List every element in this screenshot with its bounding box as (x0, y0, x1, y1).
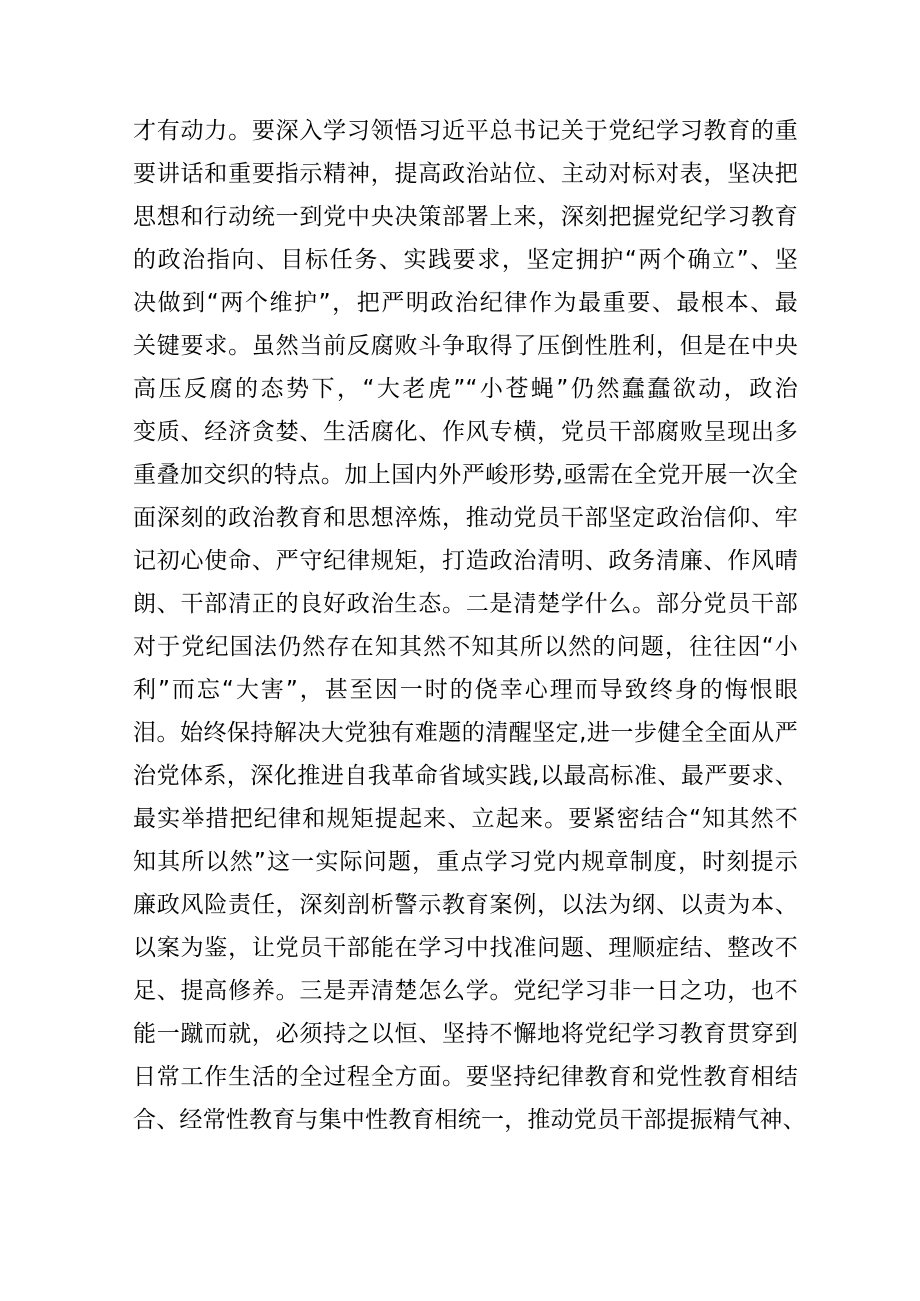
text-line: 变质、经济贪婪、生活腐化、作风专横，党员干部腐败呈现出多 (133, 419, 798, 445)
text-line: 最实举措把纪律和规矩提起来、立起来。要紧密结合“知其然不 (133, 806, 798, 832)
text-line: 知其所以然”这一实际问题，重点学习党内规章制度，时刻提示 (133, 849, 798, 875)
text-line: 以案为鉴，让党员干部能在学习中找准问题、理顺症结、整改不 (133, 935, 798, 961)
text-line: 决做到“两个维护”，把严明政治纪律作为最重要、最根本、最 (133, 290, 798, 316)
text-line: 面深刻的政治教育和思想淬炼，推动党员干部坚定政治信仰、牢 (133, 505, 798, 531)
text-line: 的政治指向、目标任务、实践要求，坚定拥护“两个确立”、坚 (133, 247, 798, 273)
text-line: 廉政风险责任，深刻剖析警示教育案例，以法为纲、以责为本、 (133, 892, 798, 918)
text-line: 泪。始终保持解决大党独有难题的清醒坚定,进一步健全全面从严 (133, 720, 798, 746)
text-line: 重叠加交织的特点。加上国内外严峻形势,亟需在全党开展一次全 (133, 462, 798, 488)
text-line: 关键要求。虽然当前反腐败斗争取得了压倒性胜利，但是在中央 (133, 333, 798, 359)
text-line: 思想和行动统一到党中央决策部署上来，深刻把握党纪学习教育 (133, 204, 798, 230)
text-line: 足、提高修养。三是弄清楚怎么学。党纪学习非一日之功，也不 (133, 978, 798, 1004)
text-line: 记初心使命、严守纪律规矩，打造政治清明、政务清廉、作风晴 (133, 548, 798, 574)
text-line: 合、经常性教育与集中性教育相统一，推动党员干部提振精气神、 (133, 1107, 806, 1133)
body-text (133, 110, 806, 1142)
text-line: 要讲话和重要指示精神，提高政治站位、主动对标对表，坚决把 (133, 161, 798, 187)
text-line: 能一蹴而就，必须持之以恒、坚持不懈地将党纪学习教育贯穿到 (133, 1021, 798, 1047)
text-line: 日常工作生活的全过程全方面。要坚持纪律教育和党性教育相结 (133, 1064, 798, 1090)
text-line: 治党体系，深化推进自我革命省域实践,以最高标准、最严要求、 (133, 763, 798, 789)
text-line: 利”而忘“大害”，甚至因一时的侥幸心理而导致终身的悔恨眼 (133, 677, 798, 703)
text-line: 高压反腐的态势下，“大老虎”“小苍蝇”仍然蠢蠢欲动，政治 (133, 376, 798, 402)
text-line: 对于党纪国法仍然存在知其然不知其所以然的问题，往往因“小 (133, 634, 798, 660)
text-line: 朗、干部清正的良好政治生态。二是清楚学什么。部分党员干部 (133, 591, 798, 617)
text-line: 才有动力。要深入学习领悟习近平总书记关于党纪学习教育的重 (133, 118, 798, 144)
